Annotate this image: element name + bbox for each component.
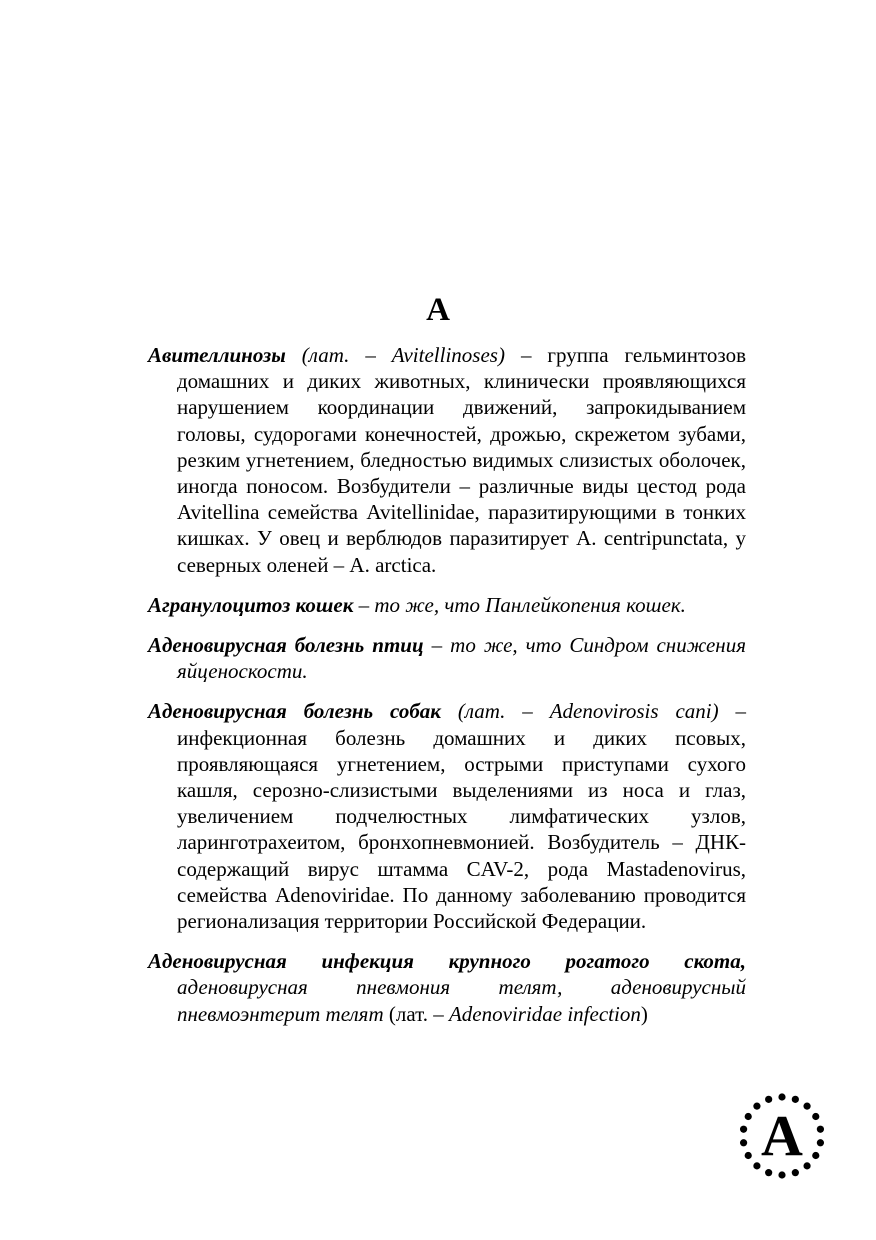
entry-avitellinoses [148, 342, 746, 578]
entry-term: Аденовирусная болезнь собак [148, 699, 441, 724]
entries-list [148, 342, 746, 1041]
entry-adenovirus-cattle [148, 948, 746, 1027]
entry-adenovirus-dogs [148, 698, 746, 934]
entry-agranulocytosis-cats [148, 592, 746, 618]
section-letter-heading: А [426, 292, 450, 328]
entry-adenovirus-birds [148, 632, 746, 684]
entry-term: Агранулоцитоз кошек [148, 592, 354, 617]
entry-definition: – инфекционная болезнь домашних и диких псовых, проявляющаяся угнетением, острыми приступами сухого кашля, серозно-слизистыми выделениями из носа и глаз, увеличением подчелюстных лимфатических узлов, ларинготрахеитом, бронхопневмонией. Возбудитель – ДНК-содержащий вирус штамма CAV-2, рода Mastadenovirus, семейства Adenoviridae. По данному заболеванию проводится регионализация территории Российской Федерации. [177, 699, 746, 934]
entry-term: Авителлинозы [148, 343, 286, 367]
entry-synonyms: аденовирусная пневмония телят, аденовирусный пневмоэнтерит телят [177, 975, 746, 1026]
entry-cross-reference: – то же, что Панлейкопения кошек. [353, 592, 686, 617]
entry-term: Аденовирусная инфекция крупного рогатого скота, [148, 949, 746, 974]
entry-latin: (лат. – Avitellinoses) [285, 343, 505, 367]
entry-latin: (лат. – Adenovirosis cani) [440, 699, 719, 724]
badge-letter: А [761, 1103, 803, 1168]
section-letter-badge [738, 1092, 826, 1180]
entry-definition: – группа гельминтозов домашних и диких животных, клинически проявляющихся нарушением координации движений, запрокидыванием головы, судорогами конечностей, дрожью, скрежетом зубами, резким угнетением, бледностью видимых слизистых оболочек, иногда поносом. Возбудители – различные виды цестод рода Avitellina семейства Avitellinidae, паразитирующими в тонких кишках. У овец и верблюдов паразитирует A. centripunctata, у северных оленей – A. arctica. [177, 343, 746, 577]
entry-latin-name: Adenoviridae infection [448, 1001, 641, 1026]
entry-cross-reference: – то же, что Синдром снижения яйценоскости. [177, 633, 746, 684]
entry-latin-open: (лат. – [383, 1001, 449, 1026]
entry-term: Аденовирусная болезнь птиц [148, 633, 424, 658]
entry-latin-close: ) [640, 1001, 648, 1026]
